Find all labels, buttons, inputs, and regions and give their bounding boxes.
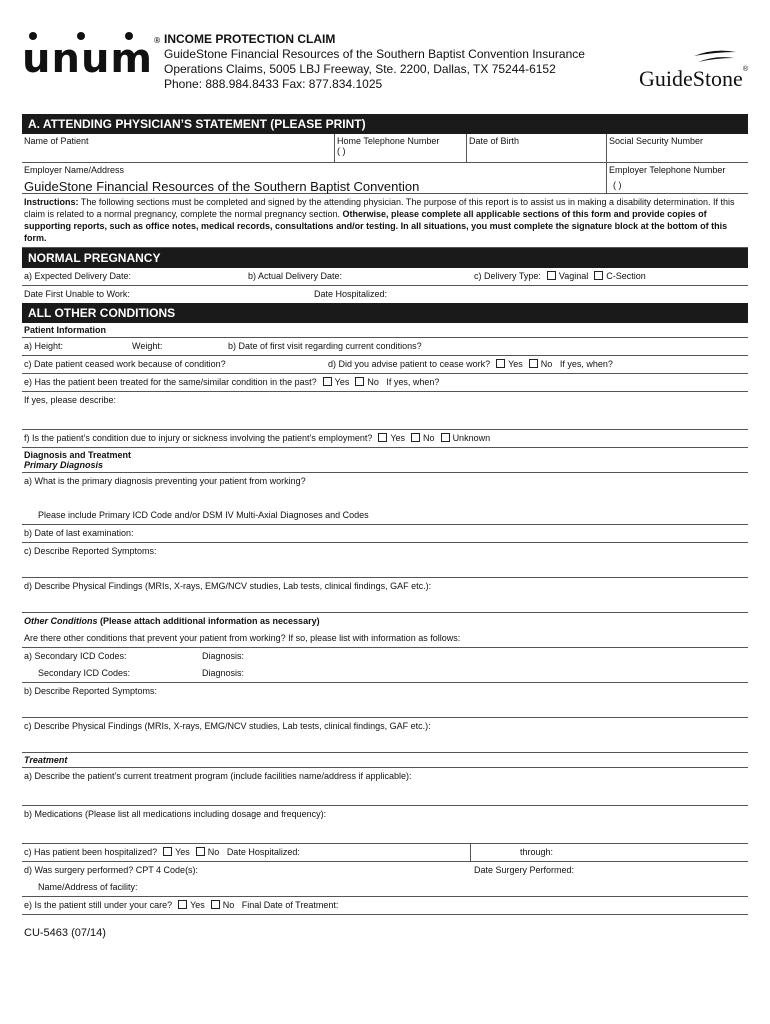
primary-diagnosis-heading: Primary Diagnosis xyxy=(22,460,748,473)
advise-no-checkbox[interactable] xyxy=(529,359,538,368)
physical-findings-row[interactable]: d) Describe Physical Findings (MRIs, X-rays, EMG/NCV studies, Lab tests, clinical findings, GAF etc.): xyxy=(22,578,748,613)
injury-yes-checkbox[interactable] xyxy=(378,433,387,442)
home-phone-field[interactable]: Home Telephone Number ( ) xyxy=(334,134,466,162)
form-title: INCOME PROTECTION CLAIM xyxy=(164,32,336,46)
pregnancy-row-1 xyxy=(22,268,748,286)
instructions: Instructions: The following sections must be completed and signed by the attending physician. The purpose of this report is to assist us in making a disability determination. If this claim is related to a normal pregnancy, complete the normal pregnancy section. Otherwise, please complete all applicable sections of this form and provide copies of supporting reports, such as office notes, medical records, consultations and/or testing. In all situations, you must complete the signature block at the bottom of this form. xyxy=(22,194,748,248)
form-code: CU-5463 (07/14) xyxy=(24,927,106,939)
diagnosis-treatment-heading: Diagnosis and Treatment xyxy=(24,450,132,460)
pregnancy-row-2 xyxy=(22,286,748,303)
secondary-icd-row-1[interactable]: a) Secondary ICD Codes: Diagnosis: xyxy=(24,651,245,661)
treatment-program-row[interactable]: a) Describe the patient’s current treatment program (include facilities name/address if applicable): xyxy=(22,768,748,806)
patient-information-heading: Patient Information xyxy=(22,323,748,338)
guidestone-logo: GuideStone® xyxy=(639,48,748,92)
all-other-conditions-heading: ALL OTHER CONDITIONS xyxy=(22,303,748,323)
date-hospitalized-label: Date Hospitalized: xyxy=(314,289,388,299)
describe-row[interactable]: If yes, please describe: xyxy=(22,392,748,430)
first-unable-label: Date First Unable to Work: xyxy=(24,289,130,299)
vaginal-checkbox[interactable] xyxy=(547,271,556,280)
header-line-2: Operations Claims, 5005 LBJ Freeway, Ste. 2200, Dallas, TX 75244-6152 xyxy=(164,62,556,76)
employer-field[interactable]: Employer Name/Address GuideStone Financial Resources of the Southern Baptist Convention xyxy=(22,163,606,193)
employer-phone-field[interactable]: Employer Telephone Number ( ) xyxy=(606,163,748,193)
injury-row: f) Is the patient’s condition due to injury or sickness involving the patient’s employment? Yes No Unknown xyxy=(22,430,748,448)
expected-delivery-label: a) Expected Delivery Date: xyxy=(24,271,132,281)
hospitalized-row: c) Has patient been hospitalized? Yes No Date Hospitalized: through: xyxy=(22,844,748,862)
ssn-field[interactable]: Social Security Number xyxy=(606,134,748,162)
primary-diagnosis-question[interactable]: a) What is the primary diagnosis preventing your patient from working? xyxy=(24,476,306,486)
unum-logo: unum® xyxy=(22,36,163,82)
other-symptoms-row[interactable]: b) Describe Reported Symptoms: xyxy=(22,683,748,718)
secondary-icd-row-2[interactable]: Secondary ICD Codes: Diagnosis: xyxy=(22,665,748,683)
care-no-checkbox[interactable] xyxy=(211,900,220,909)
reported-symptoms-row[interactable]: c) Describe Reported Symptoms: xyxy=(22,543,748,578)
guidestone-swoosh-icon xyxy=(692,48,738,66)
other-conditions-question: Are there other conditions that prevent your patient from working? If so, please list with information as follows: xyxy=(22,630,748,648)
treated-no-checkbox[interactable] xyxy=(355,377,364,386)
facility-row[interactable]: Name/Address of facility: xyxy=(22,879,748,897)
icd-note: Please include Primary ICD Code and/or DSM IV Multi-Axial Diagnoses and Codes xyxy=(22,507,748,525)
hosp-yes-checkbox[interactable] xyxy=(163,847,172,856)
patient-row xyxy=(22,134,748,163)
header-line-3: Phone: 888.984.8433 Fax: 877.834.1025 xyxy=(164,77,383,91)
header-line-1: GuideStone Financial Resources of the Southern Baptist Convention Insurance xyxy=(164,47,585,61)
dob-field[interactable]: Date of Birth xyxy=(466,134,606,162)
normal-pregnancy-heading: NORMAL PREGNANCY xyxy=(22,248,748,268)
employer-value: GuideStone Financial Resources of the Southern Baptist Convention xyxy=(24,179,420,194)
form-header xyxy=(22,18,748,114)
medications-row[interactable]: b) Medications (Please list all medications including dosage and frequency): xyxy=(22,806,748,844)
patient-name-field[interactable]: Name of Patient xyxy=(24,136,89,146)
surgery-row[interactable]: d) Was surgery performed? CPT 4 Code(s): Date Surgery Performed: xyxy=(24,865,575,875)
last-exam-row[interactable]: b) Date of last examination: xyxy=(22,525,748,543)
header-text xyxy=(164,32,585,92)
injury-unknown-checkbox[interactable] xyxy=(441,433,450,442)
under-care-row: e) Is the patient still under your care? Yes No Final Date of Treatment: xyxy=(22,897,748,915)
treated-yes-checkbox[interactable] xyxy=(323,377,332,386)
delivery-type: c) Delivery Type: Vaginal C-Section xyxy=(474,271,646,281)
other-conditions-heading: Other Conditions (Please attach additional information as necessary) xyxy=(24,616,320,626)
section-a-heading: A. ATTENDING PHYSICIAN’S STATEMENT (PLEASE PRINT) xyxy=(22,114,748,134)
injury-no-checkbox[interactable] xyxy=(411,433,420,442)
height-weight-row: a) Height: Weight: b) Date of first visit regarding current conditions? xyxy=(22,338,748,356)
employer-row xyxy=(22,163,748,194)
advise-yes-checkbox[interactable] xyxy=(496,359,505,368)
claim-form xyxy=(22,18,748,939)
ceased-work-row: c) Date patient ceased work because of condition? d) Did you advise patient to cease work? Yes No If yes, when? xyxy=(22,356,748,374)
treated-past-row: e) Has the patient been treated for the same/similar condition in the past? Yes No If yes, when? xyxy=(22,374,748,392)
c-section-checkbox[interactable] xyxy=(594,271,603,280)
other-physical-row[interactable]: c) Describe Physical Findings (MRIs, X-rays, EMG/NCV studies, Lab tests, clinical findings, GAF etc.): xyxy=(22,718,748,753)
actual-delivery-label: b) Actual Delivery Date: xyxy=(248,271,343,281)
care-yes-checkbox[interactable] xyxy=(178,900,187,909)
hosp-no-checkbox[interactable] xyxy=(196,847,205,856)
treatment-heading: Treatment xyxy=(22,753,748,768)
